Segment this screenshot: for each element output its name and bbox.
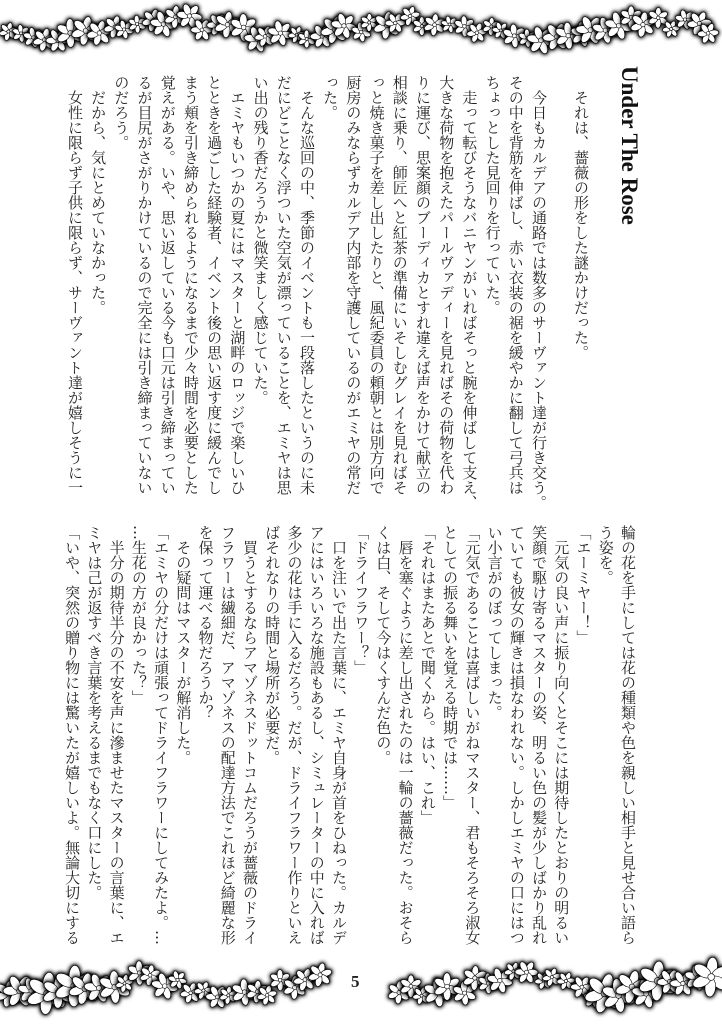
text-line: くは白、そして今はくすんだ色の。 <box>374 525 393 765</box>
text-line: るが目尻がさがりかけているので完全には引き締まっていない <box>135 75 154 495</box>
lead-sentence: それは、薔薇の形をした謎かけだった。 <box>572 75 590 360</box>
text-line: まう頬を引き締められるようになるまで少々時間を必要とした <box>181 75 200 495</box>
text-line: 走って転びそうなバニヤンがいればそっと腕を伸ばして支え、 <box>460 75 479 510</box>
text-line: 大きな荷物を抱えたパールヴァディーを見ればその荷物を代わ <box>437 75 456 495</box>
text-line: その中を背筋を伸ばし、赤い衣装の裾を緩やかに翻して弓兵は <box>506 75 525 495</box>
text-line: 買うとするならアマゾネスドットコムだろうが薔薇のドライ <box>241 525 260 945</box>
text-line: 唇を塞ぐように差し出されたのは一輪の薔薇だった。おそら <box>396 525 415 945</box>
text-line: ていても彼女の輝きは損なわれない。しかしエミヤの口にはつ <box>507 525 526 945</box>
text-line: エミヤもいつかの夏にはマスターと湖畔のロッジで楽しいひ <box>228 75 247 495</box>
text-line: 覚えがある。いや、思い返している今も口元は引き締まってい <box>158 75 177 495</box>
text-line: 輪の花を手にしては花の種類や色を親しい相手と見せ合い語ら <box>619 525 637 945</box>
text-line: 多少の花は手に入るだろう。だが、ドライフラワー作りといえ <box>285 525 304 945</box>
text-line: としての振る舞いを覚える時期では……」 <box>441 525 460 810</box>
text-line: ミヤは己が返すべき言葉を考えるまでもなく口にした。 <box>85 525 104 900</box>
text-line: 元気の良い声に振り向くとそこには期待したとおりの明るい <box>552 525 571 945</box>
bottom-text-block <box>61 525 639 945</box>
top-floral-border <box>0 0 722 64</box>
text-line: ばそれなりの時間と場所が必要だ。 <box>263 525 282 765</box>
text-line: っと焼き菓子を差し出したりと、風紀委員の頼朝とは別方向で <box>367 75 386 495</box>
text-line: 相談に乗り、師匠へと紅茶の準備にいそしむグレイを見ればそ <box>390 75 409 495</box>
text-line: 女性に限らず子供に限らず、サーヴァント達が嬉しそうに一 <box>65 75 84 495</box>
text-line: 「エーミヤー！」 <box>574 525 593 645</box>
text-line: を保って運べる物だろうか？ <box>196 525 215 720</box>
text-line: フラワーは繊細だ、アマゾネスの配達方法でこれほど綺麗な形 <box>218 525 237 945</box>
text-line: だにどことなく浮ついた空気が漂っていることを、エミヤは思 <box>274 75 293 495</box>
text-line: 「エミヤの分だけは頑張ってドライフラワーにしてみたよ。… <box>152 525 171 945</box>
text-line: う姿を。 <box>596 525 615 585</box>
text-line: 厨房のみならずカルデア内部を守護しているのがエミヤの常だ <box>344 75 363 495</box>
text-line: った。 <box>321 75 340 120</box>
text-line: のだろう。 <box>112 75 131 150</box>
text-line: りに運び、思案顔のブーディカとすれ違えば声をかけて献立の <box>413 75 432 495</box>
text-line: とときを過ごした経験者、イベント後の思い返す度に緩んでし <box>205 75 224 495</box>
text-line: 今日もカルデアの通路では数多のサーヴァント達が行き交う。 <box>530 75 548 510</box>
flower-icon <box>257 985 278 1006</box>
text-line: 「いや、突然の贈り物には驚いたが嬉しいよ。無論大切にする <box>63 525 82 945</box>
flower-icon <box>515 961 538 984</box>
text-line: 「それはまたあとで聞くから。はい、これ」 <box>418 525 437 825</box>
bottom-floral-border <box>0 950 722 1024</box>
top-text-block <box>63 75 550 510</box>
text-line: 笑顔で駆け寄るマスターの姿、明るい色の髪が少しばかり乱れ <box>530 525 549 945</box>
text-line: 半分の期待半分の不安を声に滲ませたマスターの言葉に、エ <box>107 525 126 945</box>
page-number: 5 <box>351 972 360 991</box>
text-line: そんな巡回の中、季節のイベントも一段落したというのに未 <box>297 75 316 495</box>
text-line: 口を注いで出た言葉に、エミヤ自身が首をひねった。カルデ <box>329 525 348 945</box>
text-line: い出の残り香だろうかと微笑ましく感じていた。 <box>251 75 270 405</box>
flower-border-icon <box>0 950 722 1024</box>
chapter-title: Under The Rose <box>617 66 642 225</box>
text-line: その疑問はマスターが解消した。 <box>174 525 193 765</box>
text-line: だから、気にとめていなかった。 <box>89 75 108 315</box>
text-line: ちょっとした見回りを行っていた。 <box>483 75 502 315</box>
text-line: 「元気であることは喜ばしいがねマスター、君もそろそろ淑女 <box>463 525 482 945</box>
flower-border-icon <box>0 0 722 64</box>
text-line: 「ドライフラワー？」 <box>352 525 371 675</box>
text-line: アにはいろいろな施設もあるし、シミュレーターの中に入れば <box>307 525 326 945</box>
text-line: …生花の方が良かった？」 <box>129 525 148 705</box>
text-line: い小言がのぼってしまった。 <box>485 525 504 720</box>
